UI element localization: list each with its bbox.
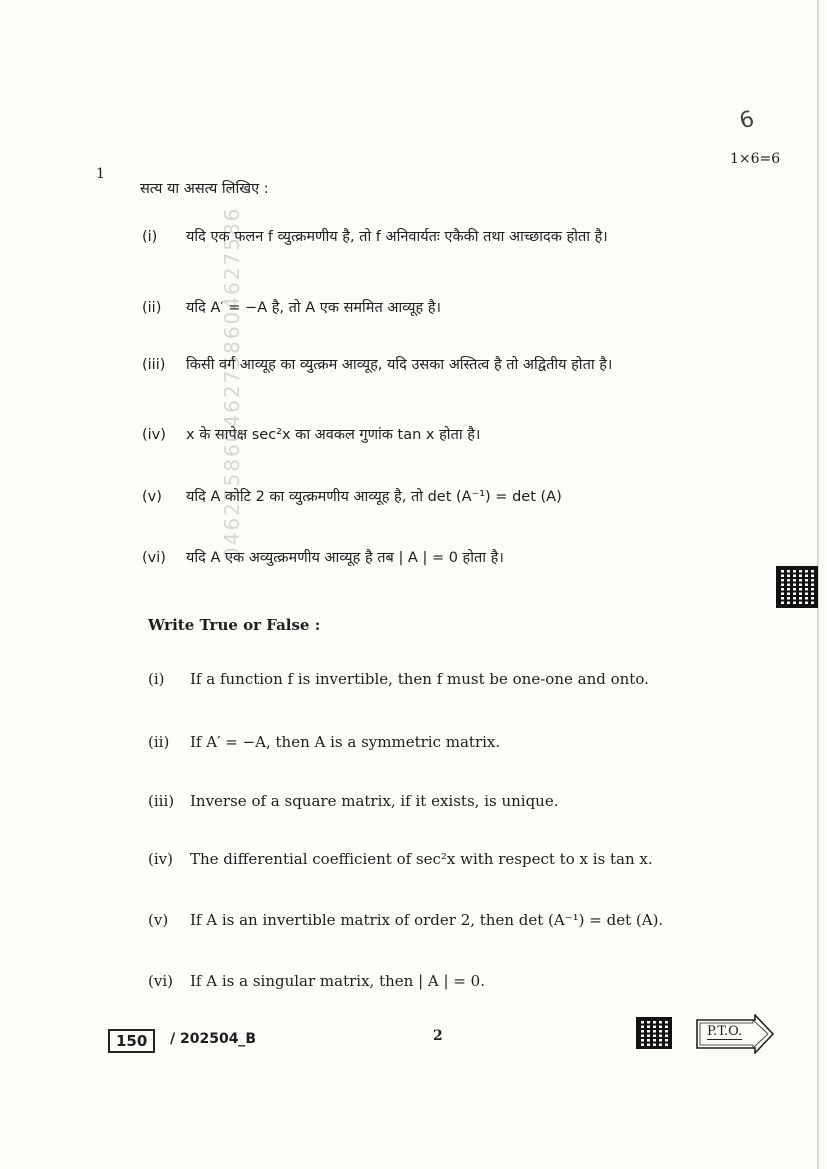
item-text: यदि A कोटि 2 का व्युत्क्रमणीय आव्यूह है, तो det (A⁻¹) = det (A)	[186, 489, 562, 505]
hindi-item-2	[142, 297, 441, 317]
hindi-item-4	[142, 424, 480, 444]
paper-id: / 202504_B	[170, 1031, 257, 1047]
item-number: (vi)	[142, 550, 166, 566]
qr-code	[776, 566, 818, 608]
hindi-item-1	[142, 226, 608, 246]
handwritten-mark	[737, 107, 757, 135]
hindi-item-6	[142, 547, 504, 567]
item-number: (v)	[148, 911, 169, 929]
item-text: The differential coefficient of sec²x with respect to x is tan x.	[190, 850, 653, 868]
marks-allocation: 1×6=6	[730, 151, 781, 167]
page-number: 2	[433, 1028, 443, 1044]
item-number: (ii)	[148, 733, 170, 751]
hindi-item-5	[142, 486, 562, 506]
item-number: (ii)	[142, 300, 162, 316]
item-number: (vi)	[148, 972, 173, 990]
hindi-item-3	[142, 354, 612, 374]
item-number: (iv)	[148, 850, 173, 868]
english-item-6	[148, 972, 485, 990]
english-item-4	[148, 850, 653, 868]
item-text: यदि A′ = −A है, तो A एक सममित आव्यूह है।	[186, 300, 442, 316]
english-item-2	[148, 733, 500, 751]
item-text: If A is a singular matrix, then | A | = 0.	[190, 972, 485, 990]
question-number: 1	[96, 166, 105, 182]
english-item-1	[148, 670, 649, 688]
item-text: x के सापेक्ष sec²x का अवकल गुणांक tan x होता है।	[186, 427, 481, 443]
item-number: (i)	[148, 670, 165, 688]
item-text: किसी वर्ग आव्यूह का व्युत्क्रम आव्यूह, यदि उसका अस्तित्व है तो अद्वितीय होता है।	[186, 357, 613, 373]
watermark-digits: 046275860462758604627586	[220, 206, 244, 560]
pto-label: P.T.O.	[707, 1024, 743, 1039]
item-text: If A is an invertible matrix of order 2, then det (A⁻¹) = det (A).	[190, 911, 664, 929]
item-text: If a function f is invertible, then f must be one-one and onto.	[190, 670, 649, 688]
item-number: (iii)	[142, 357, 166, 373]
paper-code-box: 150	[108, 1029, 155, 1053]
hindi-heading: सत्य या असत्य लिखिए :	[140, 181, 269, 197]
item-number: (i)	[142, 229, 158, 245]
handwritten-mark-text: 6	[737, 106, 757, 135]
item-number: (iv)	[142, 427, 166, 443]
footer-qr-code	[636, 1017, 672, 1049]
english-item-5	[148, 911, 663, 929]
english-item-3	[148, 792, 558, 810]
item-text: यदि A एक अव्युत्क्रमणीय आव्यूह है तब | A | = 0 होता है।	[186, 550, 504, 566]
item-text: If A′ = −A, then A is a symmetric matrix.	[190, 733, 501, 751]
item-number: (v)	[142, 489, 162, 505]
english-heading: Write True or False :	[148, 616, 321, 634]
item-number: (iii)	[148, 792, 175, 810]
watermark-text	[220, 207, 244, 560]
item-text: Inverse of a square matrix, if it exists, is unique.	[190, 792, 559, 810]
item-text: यदि एक फलन f व्युत्क्रमणीय है, तो f अनिवार्यतः एकैकी तथा आच्छादक होता है।	[186, 229, 608, 245]
